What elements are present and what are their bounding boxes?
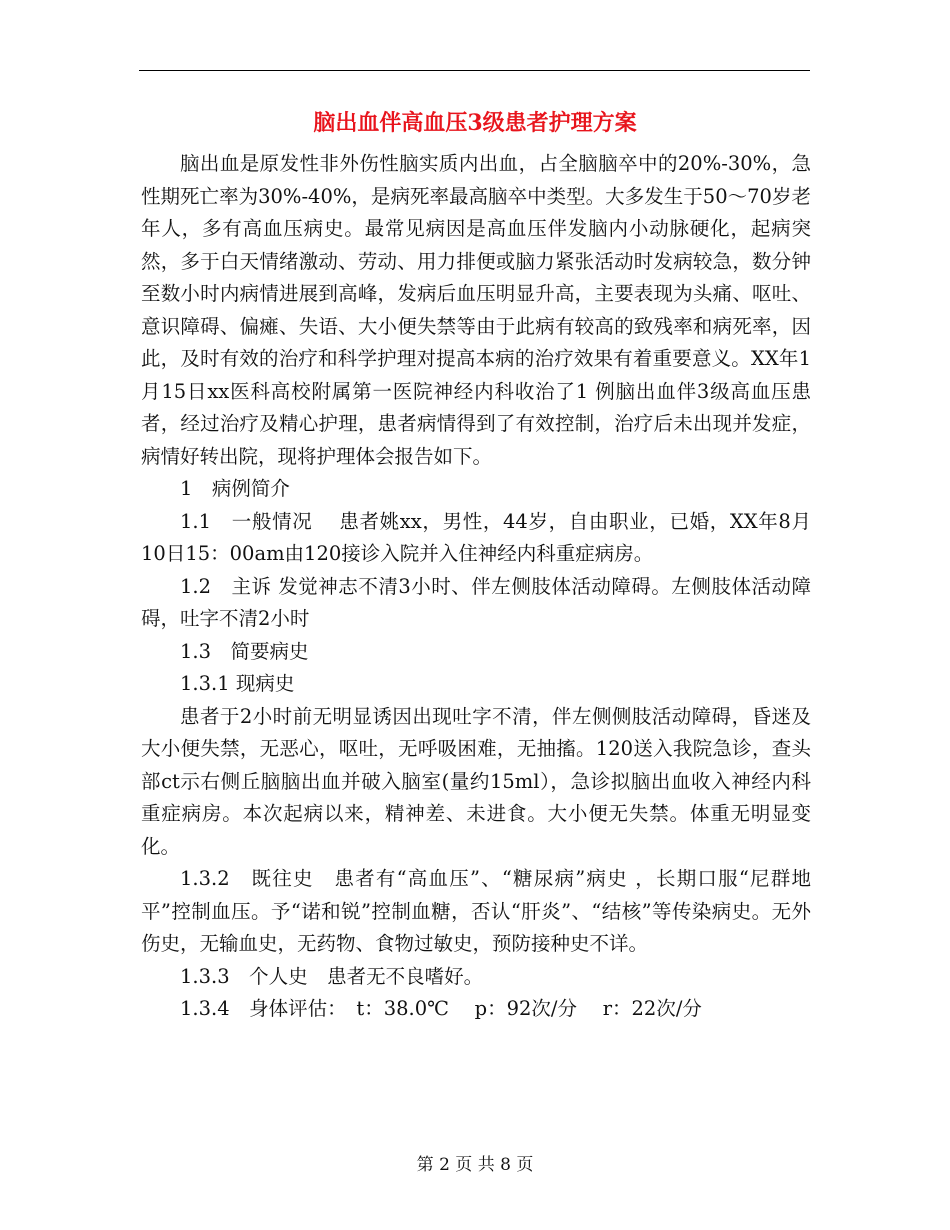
present-illness-paragraph: 患者于2小时前无明显诱因出现吐字不清，伴左侧侧肢活动障碍，昏迷及大小便失禁，无恶心，呕吐，无呼吸困难，无抽搐。120送入我院急诊，查头部ct示右侧丘脑脑出血并破入脑室(量约15ml），急诊拟脑出血收入神经内科重症病房。本次起病以来，精神差、未进食。大小便无失禁。体重无明显变化。	[141, 704, 811, 858]
past-history-paragraph: 1.3.2 既往史 患者有“高血压”、“糖尿病”病史 ，长期口服“尼群地平”控制血压。予“诺和锐”控制血糖，否认“肝炎”、“结核”等传染病史。无外伤史，无输血史，无药物、食物过敏史，预防接种史不详。	[141, 867, 811, 955]
intro-paragraph: 脑出血是原发性非外伤性脑实质内出血，占全脑脑卒中的20%-30%，急性期死亡率为30%-40%，是病死率最高脑卒中类型。大多发生于50～70岁老年人，多有高血压病史。最常见病因是高血压伴发脑内小动脉硬化，起病突然，多于白天情绪激动、劳动、用力排便或脑力紧张活动时发病较急，数分钟至数小时内病情进展到高峰，发病后血压明显升高，主要表现为头痛、呕吐、意识障碍、偏瘫、失语、大小便失禁等由于此病有较高的致残率和病死率，因此，及时有效的治疗和科学护理对提高本病的治疗效果有着重要意义。XX年1月15日xx医科高校附属第一医院神经内科收治了1 例脑出血伴3级高血压患者，经过治疗及精心护理，患者病情得到了有效控制，治疗后未出现并发症，病情好转出院，现将护理体会报告如下。	[141, 152, 811, 468]
document-title: 脑出血伴高血压3级患者护理方案	[313, 110, 637, 136]
personal-history-paragraph: 1.3.3 个人史 患者无不良嗜好。	[180, 964, 484, 988]
header-rule	[139, 70, 810, 71]
section-heading-case-summary: 1 病例简介	[180, 477, 290, 500]
physical-assessment-paragraph: 1.3.4 身体评估： t：38.0℃ p：92次/分 r：22次/分	[180, 997, 702, 1020]
section-heading-present-illness: 1.3.1 现病史	[180, 672, 295, 695]
chief-complaint-paragraph: 1.2 主诉 发觉神志不清3小时、伴左侧肢体活动障碍。左侧肢体活动障碍，吐字不清2小时	[141, 574, 811, 630]
general-info-paragraph: 1.1 一般情况 患者姚xx，男性，44岁，自由职业，已婚，XX年8月10日15：00am由120接诊入院并入住神经内科重症病房。	[141, 509, 811, 565]
document-body	[141, 148, 811, 1026]
page-number: 第 2 页 共 8 页	[416, 1155, 534, 1175]
section-heading-brief-history: 1.3 简要病史	[180, 639, 309, 663]
